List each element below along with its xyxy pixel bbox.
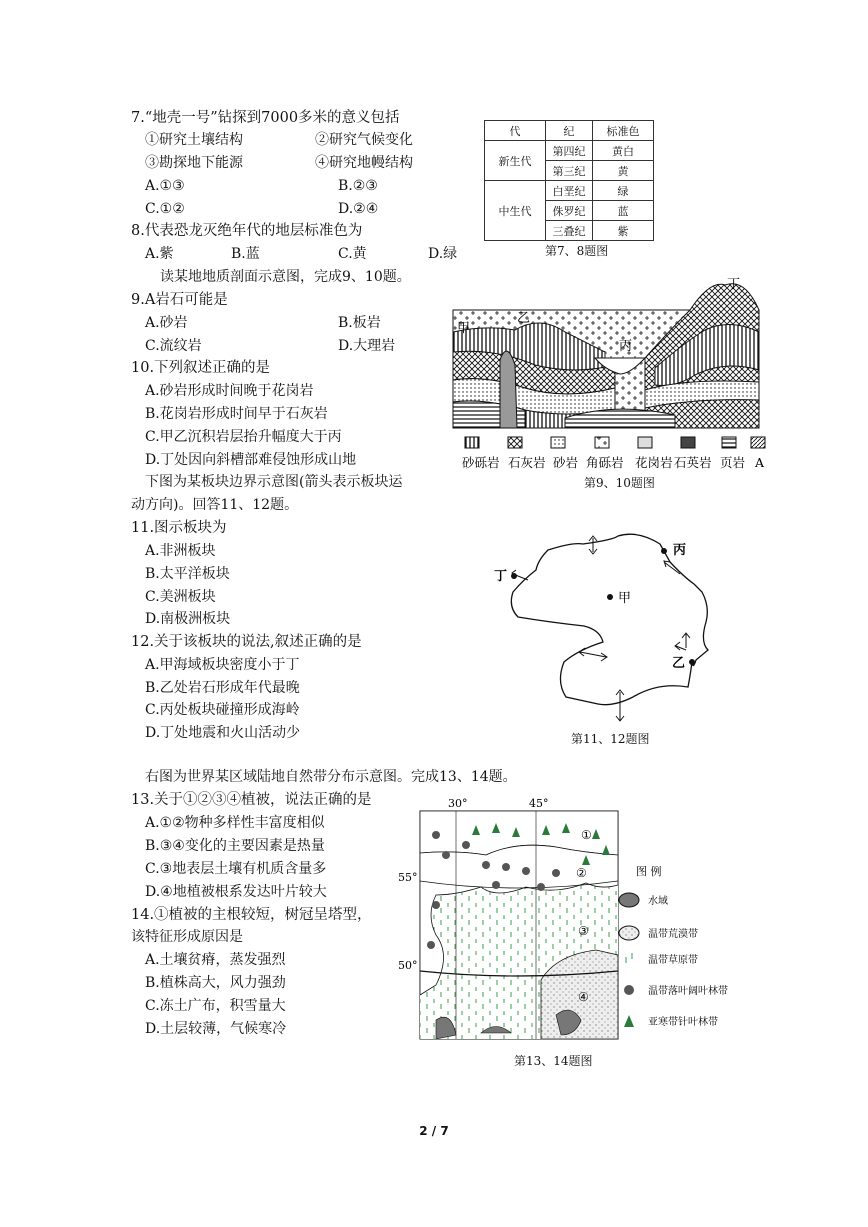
q7-item-4: ④研究地幔结构 [315,155,413,171]
table-cell: 第三纪 [546,161,593,181]
arrow-south [616,690,624,721]
legend-broadleaf-swatch [624,985,634,995]
natural-zone-figure [396,795,736,1045]
q7-option-b: B.②③ [338,178,378,194]
table-cell: 绿 [593,181,654,201]
q9-option-b: B.板岩 [338,315,381,331]
point-bing [661,548,667,554]
table-caption: 第7、8题图 [545,244,609,258]
q12-option-b: B.乙处岩石形成年代最晚 [145,680,300,696]
q9-stem: 9.A岩石可能是 [131,292,228,308]
table-row [485,181,654,201]
table-header: 标准色 [593,121,654,141]
zone-legend-label: 温带荒漠带 [648,929,698,940]
legend-label: 砂岩 [553,455,579,470]
legend-label: 花岗岩 [635,455,673,470]
intro-13-14: 右图为世界某区域陆地自然带分布示意图。完成13、14题。 [145,769,517,785]
q13-option-d: D.④地植被根系发达叶片较大 [145,884,327,900]
plate-label-jia: 甲 [618,591,632,606]
section-label-bing: 丙 [619,339,633,354]
point-ding [511,573,517,579]
legend-water-swatch [619,893,639,907]
legend-swatch-granite [638,437,652,448]
zone-caption: 第13、14题图 [514,1054,593,1068]
q14-option-d: D.土层较薄，气候寒冷 [145,1021,287,1037]
q14-option-b: B.植株高大，风力强劲 [145,975,286,991]
table-cell: 白垩纪 [546,181,593,201]
geologic-time-table [484,120,654,241]
zone-legend-label: 温带落叶阔叶林带 [648,986,728,997]
legend-label: 砂砾岩 [462,455,500,470]
table-header: 代 [485,121,546,141]
table-cell: 黄 [593,161,654,181]
legend-label: 石灰岩 [508,455,546,470]
q10-option-a: A.砂岩形成时间晚于花岗岩 [145,383,314,399]
q11-option-a: A.非洲板块 [145,543,216,559]
legend-label: 石英岩 [674,455,712,470]
q7-item-1: ①研究土壤结构 [145,132,243,148]
q12-option-c: C.丙处板块碰撞形成海岭 [145,702,300,718]
zone-label-2: ② [576,866,587,880]
zone-label-4: ④ [578,990,589,1004]
point-jia [607,594,613,600]
lon-label-30: 30° [448,797,468,810]
legend-swatch-shale [722,437,736,448]
intro-11-12-line1: 下图为某板块边界示意图(箭头表示板块运 [145,474,403,490]
zone-label-3: ③ [578,924,589,938]
table-cell: 黄白 [593,141,654,161]
zone-legend-title: 图 例 [636,865,662,878]
q10-option-c: C.甲乙沉积岩层抬升幅度大于丙 [145,429,342,445]
q14-stem-line2: 该特征形成原因是 [131,929,243,945]
lat-label-50: 50° [398,959,418,972]
section-caption: 第9、10题图 [584,476,655,490]
legend-label: 角砾岩 [586,455,624,470]
q13-option-b: B.③④变化的主要因素是热量 [145,838,325,854]
intro-9-10: 读某地地质剖面示意图，完成9、10题。 [160,269,411,285]
plate-label-bing: 丙 [673,543,687,558]
plate-label-yi: 乙 [672,656,686,671]
q11-stem: 11.图示板块为 [131,520,227,536]
q11-option-b: B.太平洋板块 [145,566,230,582]
q9-option-d: D.大理岩 [338,338,396,354]
q12-option-a: A.甲海域板块密度小于丁 [145,657,300,673]
q8-stem: 8.代表恐龙灭绝年代的地层标准色为 [131,223,363,239]
q11-option-d: D.南极洲板块 [145,611,231,627]
q12-option-d: D.丁处地震和火山活动少 [145,725,301,741]
table-cell: 紫 [593,221,654,241]
q9-option-a: A.砂岩 [145,315,188,331]
table-cell: 侏罗纪 [546,201,593,221]
plate-outline [511,534,708,704]
q7-item-2: ②研究气候变化 [315,132,413,148]
q7-item-3: ③勘探地下能源 [145,155,243,171]
page-number: 2 / 7 [419,1124,449,1138]
legend-conifer-swatch [624,1015,634,1027]
q12-stem: 12.关于该板块的说法,叙述正确的是 [131,634,362,650]
q13-option-c: C.③地表层土壤有机质含量多 [145,861,327,877]
q7-stem: 7.“地壳一号”钻探到7000多米的意义包括 [131,110,400,126]
legend-swatch-quartzite [681,437,695,448]
table-cell-era: 新生代 [485,141,546,181]
arrow-north [589,536,597,554]
arrow-yi-left [675,642,686,650]
geologic-section-figure [445,270,770,475]
table-cell: 蓝 [593,201,654,221]
q8-option-a: A.紫 [145,246,174,262]
legend-swatch-conglomerate [465,437,479,448]
table-row [485,141,654,161]
zone-legend-label: 水域 [648,896,668,907]
q9-option-c: C.流纹岩 [145,338,202,354]
zone-legend-label: 亚寒带针叶林带 [648,1017,718,1028]
legend-swatch-limestone [508,437,522,448]
q7-option-c: C.①② [145,201,185,217]
plate-caption: 第11、12题图 [571,732,650,746]
q7-option-d: D.②④ [338,201,379,217]
table-cell: 第四纪 [546,141,593,161]
q14-option-c: C.冻土广布，积雪量大 [145,998,286,1014]
q11-option-c: C.美洲板块 [145,589,216,605]
q8-option-b: B.蓝 [231,246,260,262]
q10-option-b: B.花岗岩形成时间早于石灰岩 [145,406,328,422]
table-cell: 三叠纪 [546,221,593,241]
legend-label: 页岩 [720,455,746,470]
q14-option-a: A.土壤贫瘠，蒸发强烈 [145,952,286,968]
table-cell-era: 中生代 [485,181,546,241]
zone-legend-label: 温带草原带 [648,955,698,966]
q10-stem: 10.下列叙述正确的是 [131,360,271,376]
q8-option-c: C.黄 [338,246,367,262]
section-label-yi: 乙 [517,311,531,326]
legend-swatch-a [751,437,765,448]
section-label-ding: 丁 [727,277,741,292]
intro-11-12-line2: 动方向)。回答11、12题。 [131,497,299,513]
legend-grassland-swatch [626,953,632,963]
legend-swatch-sandstone [551,437,565,448]
section-a-intrusion [500,351,517,428]
table-header: 纪 [546,121,593,141]
q7-option-a: A.①③ [145,178,185,194]
q10-option-d: D.丁处因向斜槽部难侵蚀形成山地 [145,452,357,468]
section-label-jia: 甲 [457,321,471,336]
arrow-yi-up [682,633,690,648]
lat-label-55: 55° [398,871,418,884]
table-header-row [485,121,654,141]
arrow-bing [664,561,680,574]
legend-desert-swatch [619,926,639,940]
plate-boundary-figure [488,522,728,727]
q13-stem: 13.关于①②③④植被，说法正确的是 [131,792,372,808]
q14-stem-line1: 14.①植被的主根较短，树冠呈塔型， [131,907,372,923]
zone-label-1: ① [581,828,592,842]
legend-swatch-breccia [595,437,609,448]
q13-option-a: A.①②物种多样性丰富度相似 [145,815,325,831]
point-yi [689,659,695,665]
plate-label-ding: 丁 [494,569,508,584]
q8-option-d: D.绿 [428,246,458,262]
lon-label-45: 45° [529,797,549,810]
legend-label: A [755,455,765,470]
